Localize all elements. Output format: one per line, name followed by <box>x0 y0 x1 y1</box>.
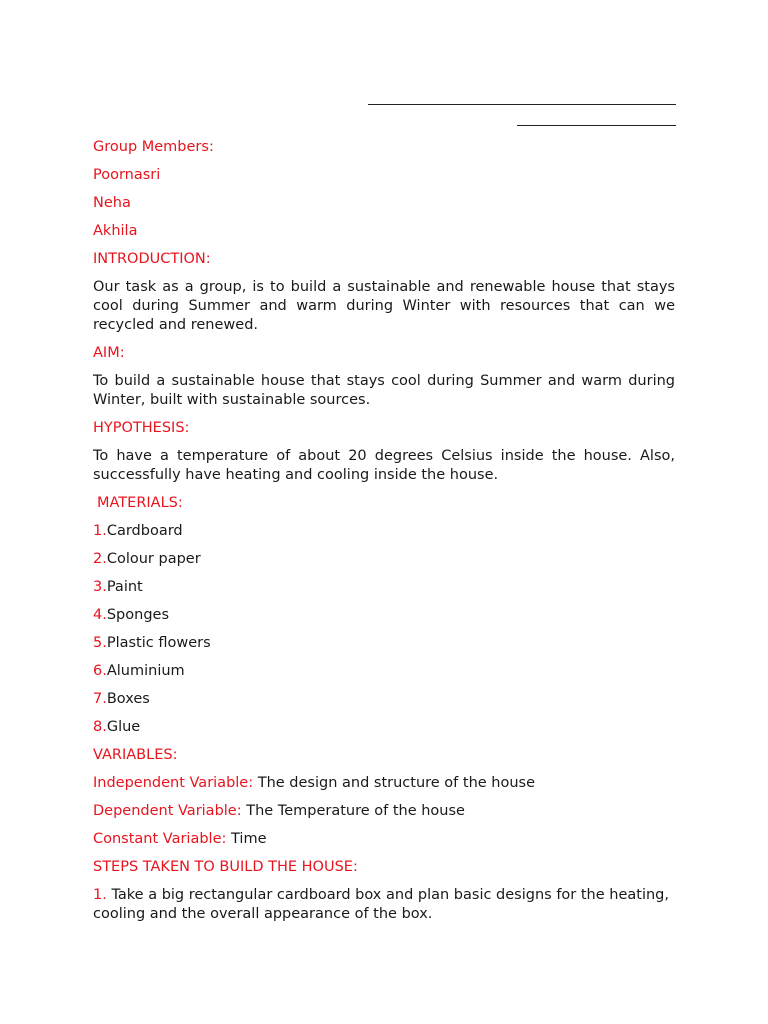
variable-item <box>93 830 675 849</box>
material-number: 5. <box>93 635 107 651</box>
aim-text: To build a sustainable house that stays cool during Summer and warm during Winter, built with sustainable sources. <box>93 373 675 408</box>
material-number: 2. <box>93 551 107 567</box>
variables-heading: VARIABLES: <box>93 747 178 763</box>
variable-label: Independent Variable: <box>93 775 254 791</box>
steps-heading: STEPS TAKEN TO BUILD THE HOUSE: <box>93 859 358 875</box>
variable-label: Dependent Variable: <box>93 803 242 819</box>
material-number: 7. <box>93 691 107 707</box>
material-number: 6. <box>93 663 107 679</box>
material-number: 3. <box>93 579 107 595</box>
hypothesis-text: To have a temperature of about 20 degrees Celsius inside the house. Also, successfully have heating and cooling inside the house. <box>93 448 675 483</box>
step-number: 1. <box>93 887 107 903</box>
step-text: Take a big rectangular cardboard box and plan basic designs for the heating, cooling and the overall appearance of the box. <box>93 887 669 922</box>
group-members-heading: Group Members: <box>93 139 214 155</box>
hypothesis-heading: HYPOTHESIS: <box>93 420 190 436</box>
material-name: Glue <box>106 719 141 735</box>
member-name: Poornasri <box>93 167 161 183</box>
material-item <box>93 718 675 737</box>
introduction-text: Our task as a group, is to build a sustainable and renewable house that stays cool during Summer and warm during Winter with resources that can we recycled and renewed. <box>93 279 675 333</box>
material-item <box>93 522 675 541</box>
member-name: Akhila <box>93 223 138 239</box>
material-item <box>93 634 675 653</box>
material-number: 1. <box>93 523 107 539</box>
variable-value: The Temperature of the house <box>241 803 465 819</box>
variable-item <box>93 774 675 793</box>
variable-item <box>93 802 675 821</box>
material-name: Plastic flowers <box>106 635 211 651</box>
signature-line-name <box>368 104 676 105</box>
material-item <box>93 662 675 681</box>
material-item <box>93 606 675 625</box>
material-number: 4. <box>93 607 107 623</box>
variable-label: Constant Variable: <box>93 831 227 847</box>
introduction-heading: INTRODUCTION: <box>93 251 211 267</box>
variable-value: The design and structure of the house <box>253 775 536 791</box>
material-name: Colour paper <box>106 551 201 567</box>
variable-value: Time <box>226 831 267 847</box>
signature-line-date <box>517 125 676 126</box>
material-name: Aluminium <box>106 663 185 679</box>
material-name: Cardboard <box>106 523 183 539</box>
document-body <box>93 138 675 933</box>
material-item <box>93 690 675 709</box>
material-name: Boxes <box>106 691 150 707</box>
step-item <box>93 886 675 924</box>
aim-heading: AIM: <box>93 345 125 361</box>
material-name: Sponges <box>106 607 169 623</box>
member-name: Neha <box>93 195 131 211</box>
materials-heading: MATERIALS: <box>97 495 183 511</box>
material-item <box>93 550 675 569</box>
material-item <box>93 578 675 597</box>
material-name: Paint <box>106 579 143 595</box>
material-number: 8. <box>93 719 107 735</box>
